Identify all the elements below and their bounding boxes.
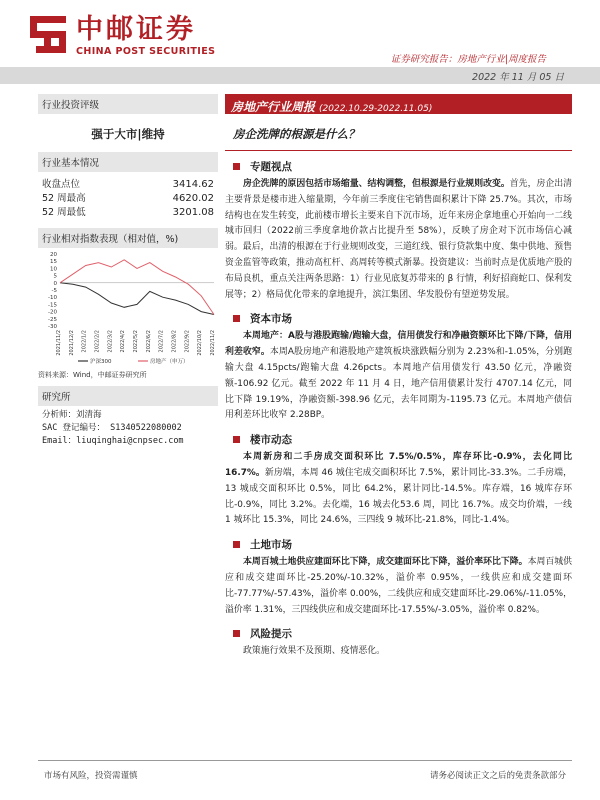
x-tick-label: 2022/10/2 <box>197 330 204 356</box>
x-tick-label: 2022/6/2 <box>145 330 152 353</box>
index-chart-svg <box>38 248 218 368</box>
section-paragraph <box>225 329 572 424</box>
footer-right: 请务必阅读正文之后的免责条款部分 <box>429 771 566 781</box>
y-tick-label: -5 <box>51 288 57 294</box>
rating-heading: 行业投资评级 <box>38 94 218 114</box>
section-paragraph <box>225 644 572 660</box>
main-content <box>225 94 572 660</box>
x-tick-label: 2022/8/2 <box>171 330 178 353</box>
section-heading-text: 风险提示 <box>250 628 292 641</box>
analyst-name: 分析师：刘清海 <box>42 410 102 420</box>
para-bold: 本周百城土地供应建面环比下降，成交建面环比下降，溢价率环比下降。 <box>243 557 528 568</box>
basic-info-list <box>38 172 218 228</box>
report-title: 房地产行业周报 <box>231 100 316 114</box>
y-tick-label: -10 <box>48 295 57 302</box>
date-bar <box>0 67 600 84</box>
china-post-logo-icon <box>28 14 68 56</box>
footer-left: 市场有风险，投资需谨慎 <box>44 771 138 781</box>
y-tick-label: -20 <box>48 309 57 316</box>
section-risk <box>225 626 572 660</box>
section-heading-text: 楼市动态 <box>250 434 292 447</box>
section-heading <box>233 159 572 174</box>
author-info <box>38 406 218 451</box>
sidebar <box>38 94 218 451</box>
y-tick-label: 10 <box>50 266 57 273</box>
x-tick-label: 2022/11/2 <box>210 330 216 356</box>
section-housing <box>225 432 572 529</box>
para-text: 政策施行效果不及预期、疫情恶化。 <box>243 646 385 657</box>
legend-label: 沪深300 <box>90 359 112 365</box>
section-paragraph <box>225 555 572 618</box>
y-tick-label: -15 <box>48 302 57 309</box>
x-tick-label: 2022/7/2 <box>158 330 165 353</box>
report-title-bar <box>225 94 572 114</box>
main-title: 房企洗牌的根源是什么？ <box>233 127 360 141</box>
research-heading: 研究所 <box>38 386 218 406</box>
y-tick-label: 15 <box>50 259 57 266</box>
section-topic <box>225 159 572 303</box>
section-capital <box>225 311 572 424</box>
industry-rating: 强于大市|维持 <box>91 127 165 141</box>
legend-label: 房地产（申万） <box>150 359 189 365</box>
y-tick-label: 20 <box>50 252 57 258</box>
series-line <box>60 283 214 315</box>
section-land <box>225 537 572 618</box>
chart-source: 资料来源：Wind，中邮证券研究所 <box>38 371 147 379</box>
section-paragraph <box>225 450 572 529</box>
basic-info-value: 4620.02 <box>172 193 214 204</box>
basic-info-row <box>38 192 218 206</box>
x-tick-label: 2022/3/2 <box>107 330 114 353</box>
logo-chinese: 中邮证券 <box>76 14 196 45</box>
bullet-icon <box>233 630 240 637</box>
para-bold: 本周地产：A股与港股跑输/跑输大盘，信用债发行和净融资额环比下降/下降，信用利差收窄。 <box>225 331 572 358</box>
x-tick-label: 2021/12/2 <box>68 330 75 356</box>
x-tick-label: 2022/9/2 <box>184 330 191 353</box>
bullet-icon <box>233 436 240 443</box>
title-divider <box>225 150 572 151</box>
x-tick-label: 2021/11/2 <box>56 330 62 356</box>
section-heading <box>233 432 572 447</box>
section-heading-text: 资本市场 <box>250 313 292 326</box>
y-tick-label: 0 <box>53 280 57 287</box>
footer-divider <box>38 760 572 761</box>
company-logo <box>28 14 288 64</box>
section-heading <box>233 537 572 552</box>
x-tick-label: 2022/2/2 <box>94 330 101 353</box>
logo-english: CHINA POST SECURITIES <box>76 46 216 57</box>
y-tick-label: 5 <box>53 273 57 280</box>
basic-info-key: 52 周最高 <box>42 193 86 204</box>
section-heading-text: 土地市场 <box>250 539 292 552</box>
basic-info-row <box>38 178 218 192</box>
analyst-email[interactable]: Email：liuqinghai@cnpsec.com <box>42 436 184 446</box>
section-heading <box>233 626 572 641</box>
report-date: 2022 年 11 月 05 日 <box>472 72 564 83</box>
basic-info-row <box>38 206 218 220</box>
y-tick-label: -30 <box>48 324 57 330</box>
para-text: 首先，房企出清主要背景是楼市进入缩量期，今年前三季度住宅销售面积累计下降 25.7%。其次，市场结构也在发生转变，此前楼市增长主要来自下沉市场，近年来房企拿地重心开始向一二线城市回归（2022前三季度拿地价款占比提升至 58%），反映了房企对下沉市场信心减弱。最后，出清的根源在于行业规则改变，三道红线、银行贷款集中度、集中供地、预售资金监管等政策，推动高杠杆、高周转等模式渐暴。投资建议：当前时点是优质地产股的布局良机，重点关注两条思路：1）行业见底复苏带来的 β 行情，利好招商蛇口、保利发展等；2）格局优化带来的拿地提升，滨江集团、华发股份有望逆势发展。 <box>225 179 573 300</box>
y-tick-label: -25 <box>48 316 57 323</box>
basic-info-value: 3414.62 <box>172 179 214 190</box>
section-heading <box>233 311 572 326</box>
section-paragraph <box>225 177 572 303</box>
bullet-icon <box>233 315 240 322</box>
index-chart <box>38 248 218 368</box>
x-tick-label: 2022/4/2 <box>120 330 127 353</box>
report-type: 证券研究报告：房地产行业|周度报告 <box>390 54 546 65</box>
chart-heading: 行业相对指数表现（相对值，%) <box>38 228 218 248</box>
bullet-icon <box>233 163 240 170</box>
bullet-icon <box>233 541 240 548</box>
para-bold: 本周新房和二手房成交面积环比 7.5%/0.5%，库存环比-0.9%，去化同比 16.7%。 <box>225 452 572 478</box>
para-text: 本周A股房地产和港股地产建筑板块涨跌幅分别为 2.23%和-1.05%，分别跑输大盘 4.15pcts/跑输大盘 4.26pcts。本周地产信用债发行 43.50 亿元，净融资额-106.92 亿元。截至 2022 年 11 月 4 日，地产信用债累计发行 4707.14 亿元，同比下降 19.19%，净融资额-398.96 亿元，去年同期为-1195.73 亿元。本周地产债信用利差环比收窄 2.28BP。 <box>225 347 572 421</box>
para-text: 新房端，本周 46 城住宅成交面积环比 7.5%，累计同比-33.3%。二手房端，13 城成交面积环比 0.5%，同比 64.2%，累计同比-14.5%。库存端，16 城库存环比-0.9%，同比 3.2%。去化端，16 城去化53.6 周，同比 16.7%。成交均价端，一线 1 城环比 15.3%，同比 24.6%，三四线 9 城环比-21.8%，同比-1.4%。 <box>225 467 573 526</box>
para-bold: 房企洗牌的原因包括市场缩量、结构调整，但根源是行业规则改变。 <box>243 179 510 189</box>
basic-info-heading: 行业基本情况 <box>38 152 218 172</box>
report-period: (2022.10.29-2022.11.05) <box>319 104 433 114</box>
basic-info-value: 3201.08 <box>172 207 214 218</box>
para-text: 本周百城供应和成交建面环比-25.20%/-10.32%，溢价率 0.95%，一线供应和成交建面环比-77.77%/-57.43%，溢价率 0.00%，二线供应和成交建面环比-29.06%/-11.05%，溢价率 1.31%，三四线供应和成交建面环比-17.55%/-3.05%，溢价率 0.82%。 <box>225 557 573 615</box>
x-tick-label: 2022/5/2 <box>133 330 139 353</box>
basic-info-key: 收盘点位 <box>42 179 81 190</box>
sac-number: SAC 登记编号： S1340522080002 <box>42 423 182 433</box>
x-tick-label: 2022/1/2 <box>81 330 88 353</box>
basic-info-key: 52 周最低 <box>42 207 86 218</box>
section-heading-text: 专题视点 <box>250 161 292 173</box>
